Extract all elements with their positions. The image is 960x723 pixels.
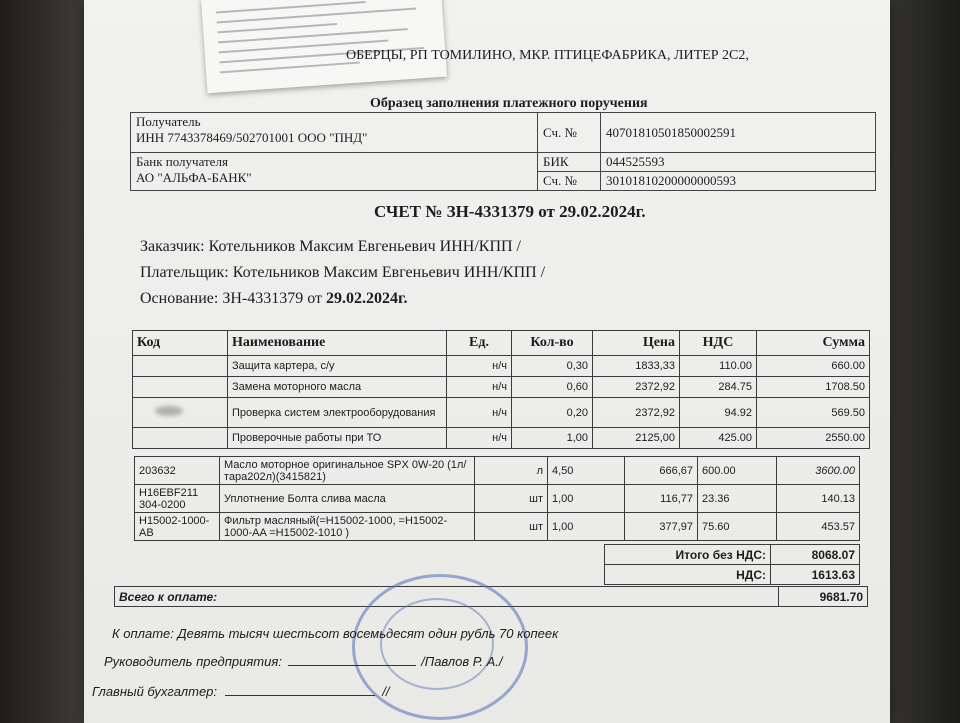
row-name: Проверочные работы при ТО xyxy=(228,428,447,449)
row-qty: 1,00 xyxy=(548,513,625,541)
row-unit: н/ч xyxy=(447,398,512,428)
account-label: Сч. № xyxy=(538,113,601,153)
row-price: 377,97 xyxy=(625,513,698,541)
corr-account-value: 30101810200000000593 xyxy=(601,172,876,191)
payer-line xyxy=(140,264,545,282)
subtotal-label: Итого без НДС: xyxy=(605,545,771,565)
invoice-paper xyxy=(84,0,890,723)
col-sum-header: Сумма xyxy=(757,331,870,356)
corr-account-label: Сч. № xyxy=(538,172,601,191)
payer-label: Плательщик: xyxy=(140,264,229,281)
row-name: Фильтр масляный(=H15002-1000, =H15002-1000-AA =H15002-1010 ) xyxy=(220,513,475,541)
recipient-cell xyxy=(131,113,538,153)
col-unit-header: Ед. xyxy=(447,331,512,356)
table-row xyxy=(135,485,860,513)
row-qty: 1,00 xyxy=(548,485,625,513)
row-name: Уплотнение Болта слива масла xyxy=(220,485,475,513)
accountant-end: // xyxy=(382,684,390,699)
row-sum: 1708.50 xyxy=(757,377,870,398)
row-unit: н/ч xyxy=(447,377,512,398)
row-sum: 3600.00 xyxy=(777,457,860,485)
row-unit: шт xyxy=(475,513,548,541)
vat-total-row xyxy=(605,565,860,585)
row-unit: л xyxy=(475,457,548,485)
row-vat: 425.00 xyxy=(680,428,757,449)
row-code: H16EBF211 304-0200 xyxy=(135,485,220,513)
receipt-slip xyxy=(201,0,447,93)
totals-table xyxy=(604,544,860,585)
basis-label: Основание: xyxy=(140,290,219,307)
accountant-label: Главный бухгалтер: xyxy=(92,684,218,699)
customer-label: Заказчик: xyxy=(140,238,205,255)
row-code xyxy=(133,356,228,377)
row-code xyxy=(133,428,228,449)
subtotal-row xyxy=(605,545,860,565)
row-vat: 94.92 xyxy=(680,398,757,428)
invoice-title: СЧЕТ № ЗН-4331379 от 29.02.2024г. xyxy=(374,202,646,221)
row-vat: 75.60 xyxy=(698,513,777,541)
row-unit: н/ч xyxy=(447,356,512,377)
basis-date: 29.02.2024г. xyxy=(326,290,408,307)
account-value: 40701810501850002591 xyxy=(601,113,876,153)
table-row xyxy=(133,356,870,377)
bank-label: Банк получателя xyxy=(136,154,228,169)
row-code xyxy=(133,377,228,398)
parts-table xyxy=(134,456,860,541)
director-signature-line xyxy=(288,665,416,666)
table-row xyxy=(133,377,870,398)
row-price: 2372,92 xyxy=(593,377,680,398)
row-price: 666,67 xyxy=(625,457,698,485)
table-row xyxy=(135,513,860,541)
basis-line xyxy=(140,290,408,308)
amount-in-words: К оплате: Девять тысяч шестьсот восемьдесят один рубль 70 копеек xyxy=(112,626,559,641)
row-sum: 140.13 xyxy=(777,485,860,513)
customer-line xyxy=(140,238,521,256)
row-qty: 0,30 xyxy=(512,356,593,377)
vat-total-value: 1613.63 xyxy=(771,565,860,585)
grand-total-value: 9681.70 xyxy=(779,587,868,607)
works-header-row xyxy=(133,331,870,356)
bank-details-table xyxy=(130,112,876,191)
col-vat-header: НДС xyxy=(680,331,757,356)
row-name: Проверка систем электрооборудования xyxy=(228,398,447,428)
director-label: Руководитель предприятия: xyxy=(104,654,282,669)
row-vat: 600.00 xyxy=(698,457,777,485)
sample-title: Образец заполнения платежного поручения xyxy=(370,96,648,111)
row-code xyxy=(133,398,228,428)
row-sum: 453.57 xyxy=(777,513,860,541)
grand-total-label: Всего к оплате: xyxy=(115,587,779,607)
row-qty: 4,50 xyxy=(548,457,625,485)
row-name: Масло моторное оригинальное SPX 0W-20 (1л/тара202л)(3415821) xyxy=(220,457,475,485)
payer-value: Котельников Максим Евгеньевич ИНН/КПП / xyxy=(232,264,546,281)
table-row xyxy=(135,457,860,485)
col-qty-header: Кол-во xyxy=(512,331,593,356)
row-qty: 0,20 xyxy=(512,398,593,428)
director-line xyxy=(104,654,544,669)
bank-cell xyxy=(131,153,538,191)
row-qty: 1,00 xyxy=(512,428,593,449)
row-code: H15002-1000-AB xyxy=(135,513,220,541)
row-qty: 0,60 xyxy=(512,377,593,398)
row-vat: 284.75 xyxy=(680,377,757,398)
row-sum: 660.00 xyxy=(757,356,870,377)
col-price-header: Цена xyxy=(593,331,680,356)
row-sum: 569.50 xyxy=(757,398,870,428)
row-vat: 110.00 xyxy=(680,356,757,377)
row-price: 2372,92 xyxy=(593,398,680,428)
works-table xyxy=(132,330,870,449)
row-sum: 2550.00 xyxy=(757,428,870,449)
blurred-code xyxy=(155,406,183,416)
row-unit: н/ч xyxy=(447,428,512,449)
bik-label: БИК xyxy=(538,153,601,172)
recipient-label: Получатель xyxy=(136,114,201,129)
vat-total-label: НДС: xyxy=(605,565,771,585)
bik-value: 044525593 xyxy=(601,153,876,172)
row-name: Замена моторного масла xyxy=(228,377,447,398)
company-seal-inner xyxy=(380,598,494,690)
row-vat: 23.36 xyxy=(698,485,777,513)
bank-value: АО "АЛЬФА-БАНК" xyxy=(136,170,252,185)
row-name: Защита картера, с/у xyxy=(228,356,447,377)
row-price: 2125,00 xyxy=(593,428,680,449)
director-name: /Павлов Р. А./ xyxy=(421,654,503,669)
recipient-value: ИНН 7743378469/502701001 ООО "ПНД" xyxy=(136,130,368,145)
col-code-header: Код xyxy=(133,331,228,356)
row-price: 1833,33 xyxy=(593,356,680,377)
accountant-signature-line xyxy=(225,695,375,696)
header-address: ОБЕРЦЫ, РП ТОМИЛИНО, МКР. ПТИЦЕФАБРИКА, ЛИТЕР 2С2, xyxy=(346,48,749,63)
subtotal-value: 8068.07 xyxy=(771,545,860,565)
row-price: 116,77 xyxy=(625,485,698,513)
table-row xyxy=(133,398,870,428)
row-code: 203632 xyxy=(135,457,220,485)
col-name-header: Наименование xyxy=(228,331,447,356)
accountant-line xyxy=(92,684,390,699)
table-row xyxy=(133,428,870,449)
row-unit: шт xyxy=(475,485,548,513)
basis-value: ЗН-4331379 от xyxy=(222,290,323,307)
customer-value: Котельников Максим Евгеньевич ИНН/КПП / xyxy=(208,238,521,255)
